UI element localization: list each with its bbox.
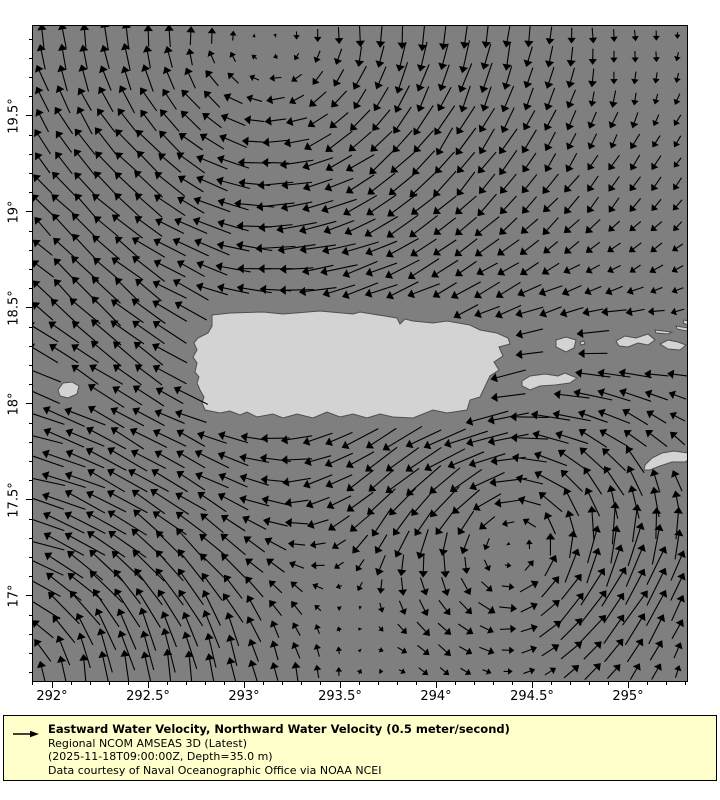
y-minor-tick [29, 346, 32, 347]
x-minor-tick [263, 682, 264, 685]
island-culebra [556, 337, 576, 352]
x-tick-label: 294.5° [510, 689, 554, 704]
x-major-tick [532, 682, 533, 688]
x-minor-tick [474, 682, 475, 685]
x-major-tick [244, 682, 245, 688]
x-minor-tick [512, 682, 513, 685]
x-tick-label: 292° [36, 689, 68, 704]
x-minor-tick [320, 682, 321, 685]
y-tick-label: 17.5° [6, 482, 22, 518]
y-major-tick [26, 499, 32, 500]
water-velocity-quiver-map [33, 26, 687, 681]
x-minor-tick [570, 682, 571, 685]
legend-dataset-line: Regional NCOM AMSEAS 3D (Latest) [48, 736, 247, 750]
y-minor-tick [29, 154, 32, 155]
y-minor-tick [29, 58, 32, 59]
y-minor-tick [29, 39, 32, 40]
x-tick-label: 292.5° [126, 689, 170, 704]
island-islet-north-2 [676, 326, 687, 331]
island-mona [58, 382, 79, 398]
x-tick-label: 293° [228, 689, 260, 704]
island-islet-edge [683, 320, 687, 325]
y-minor-tick [29, 615, 32, 616]
y-tick-label: 19.5° [6, 98, 22, 134]
y-major-tick [26, 115, 32, 116]
x-minor-tick [186, 682, 187, 685]
x-major-tick [628, 682, 629, 688]
x-minor-tick [282, 682, 283, 685]
legend-time-depth-line: (2025-11-18T09:00:00Z, Depth=35.0 m) [48, 750, 273, 763]
y-minor-tick [29, 135, 32, 136]
y-minor-tick [29, 327, 32, 328]
y-minor-tick [29, 634, 32, 635]
x-minor-tick [608, 682, 609, 685]
y-minor-tick [29, 461, 32, 462]
y-minor-tick [29, 442, 32, 443]
x-minor-tick [32, 682, 33, 685]
x-minor-tick [416, 682, 417, 685]
x-minor-tick [71, 682, 72, 685]
y-minor-tick [29, 173, 32, 174]
island-st-john-tortola [660, 340, 686, 350]
x-minor-tick [666, 682, 667, 685]
x-major-tick [52, 682, 53, 688]
x-tick-label: 293.5° [318, 689, 362, 704]
x-minor-tick [359, 682, 360, 685]
x-minor-tick [647, 682, 648, 685]
island-st-thomas [616, 334, 655, 347]
x-minor-tick [455, 682, 456, 685]
y-minor-tick [29, 653, 32, 654]
y-tick-label: 18.5° [6, 290, 22, 326]
y-minor-tick [29, 96, 32, 97]
x-minor-tick [109, 682, 110, 685]
reference-arrow-icon [12, 728, 40, 740]
x-minor-tick [90, 682, 91, 685]
y-major-tick [26, 211, 32, 212]
x-minor-tick [128, 682, 129, 685]
x-minor-tick [397, 682, 398, 685]
x-minor-tick [205, 682, 206, 685]
x-tick-label: 294° [420, 689, 452, 704]
y-minor-tick [29, 538, 32, 539]
reference-arrow-cell [4, 716, 48, 740]
x-minor-tick [167, 682, 168, 685]
y-minor-tick [29, 288, 32, 289]
y-tick-label: 18° [6, 392, 22, 416]
y-minor-tick [29, 576, 32, 577]
x-minor-tick [589, 682, 590, 685]
map-plot-area [32, 25, 688, 682]
legend-box [3, 715, 717, 781]
y-minor-tick [29, 365, 32, 366]
y-major-tick [26, 307, 32, 308]
y-minor-tick [29, 77, 32, 78]
y-minor-tick [29, 384, 32, 385]
legend-courtesy-line: Data courtesy of Naval Oceanographic Office via NOAA NCEI [48, 763, 382, 777]
x-minor-tick [301, 682, 302, 685]
y-major-tick [26, 595, 32, 596]
y-minor-tick [29, 480, 32, 481]
x-major-tick [148, 682, 149, 688]
island-puerto-rico [193, 311, 510, 418]
x-minor-tick [493, 682, 494, 685]
legend-title: Eastward Water Velocity, Northward Water Velocity (0.5 meter/second) [48, 722, 510, 736]
legend-text [48, 716, 510, 777]
y-minor-tick [29, 231, 32, 232]
y-tick-label: 17° [6, 584, 22, 608]
y-minor-tick [29, 250, 32, 251]
island-st-croix [644, 451, 687, 470]
y-minor-tick [29, 557, 32, 558]
y-minor-tick [29, 519, 32, 520]
y-tick-label: 19° [6, 200, 22, 224]
x-tick-label: 295° [612, 689, 644, 704]
x-major-tick [436, 682, 437, 688]
y-minor-tick [29, 192, 32, 193]
y-minor-tick [29, 269, 32, 270]
x-minor-tick [224, 682, 225, 685]
x-minor-tick [551, 682, 552, 685]
island-islet-north-1 [655, 330, 672, 334]
island-culebrita [580, 341, 585, 345]
x-minor-tick [685, 682, 686, 685]
island-vieques [522, 373, 577, 390]
x-major-tick [340, 682, 341, 688]
x-minor-tick [378, 682, 379, 685]
y-minor-tick [29, 672, 32, 673]
y-minor-tick [29, 423, 32, 424]
y-major-tick [26, 403, 32, 404]
